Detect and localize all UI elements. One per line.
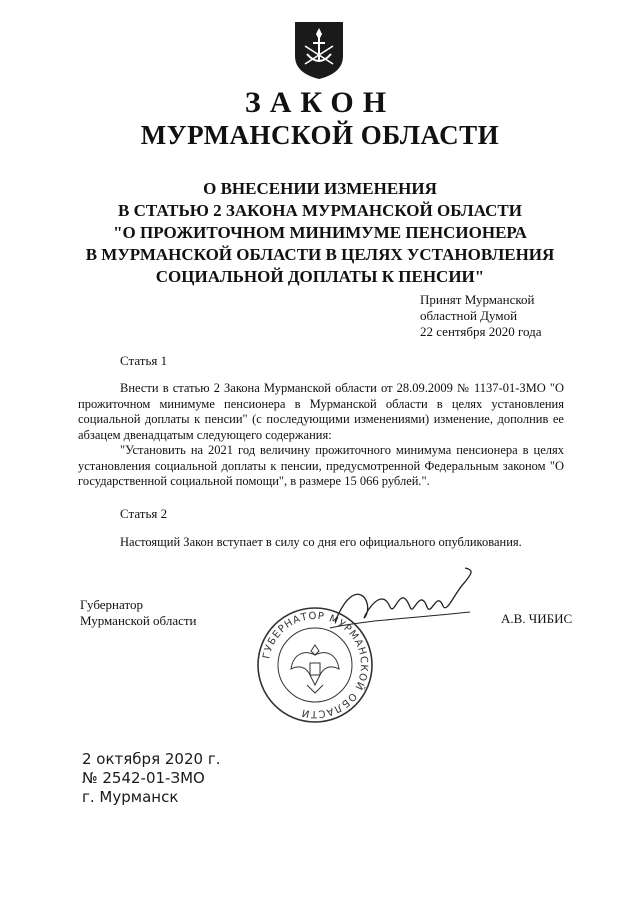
- governor-title: [80, 597, 197, 629]
- governor-signature: [325, 562, 475, 642]
- adoption-note: [420, 292, 542, 340]
- law-subject: [60, 178, 580, 288]
- article-2-body: [78, 535, 564, 551]
- governor-title-line: Губернатор: [80, 597, 143, 612]
- article-1-quote: "Установить на 2021 год величину прожиточного минимума пенсионера в целях установления социальной доплаты к пенсии, предусмотренной Федеральным законом "О государственной социальной помощи", в размере 15 066 рублей.".: [78, 443, 564, 488]
- region-title: МУРМАНСКОЙ ОБЛАСТИ: [140, 120, 500, 150]
- coat-of-arms-icon: [293, 20, 345, 80]
- law-number: № 2542-01-ЗМО: [82, 769, 205, 787]
- subject-line: СОЦИАЛЬНОЙ ДОПЛАТЫ К ПЕНСИИ": [155, 267, 485, 286]
- article-1-body: [78, 381, 564, 490]
- subject-line: В МУРМАНСКОЙ ОБЛАСТИ В ЦЕЛЯХ УСТАНОВЛЕНИЯ: [85, 245, 555, 264]
- article-1-heading: Статья 1: [120, 353, 168, 368]
- governor-name: А.В. ЧИБИС: [501, 611, 573, 626]
- adoption-line: 22 сентября 2020 года: [420, 324, 542, 339]
- governor-title-line: Мурманской области: [80, 613, 197, 628]
- article-2-heading: Статья 2: [120, 506, 168, 521]
- signing-place: г. Мурманск: [82, 788, 179, 806]
- law-title: ЗАКОН: [244, 86, 396, 119]
- subject-line: "О ПРОЖИТОЧНОМ МИНИМУМЕ ПЕНСИОНЕРА: [113, 223, 527, 242]
- signing-details: [82, 750, 220, 807]
- signing-date: 2 октября 2020 г.: [82, 750, 221, 768]
- subject-line: О ВНЕСЕНИИ ИЗМЕНЕНИЯ: [203, 179, 437, 198]
- article-2-text: Настоящий Закон вступает в силу со дня его официального опубликования.: [120, 535, 522, 549]
- adoption-line: Принят Мурманской: [420, 292, 535, 307]
- svg-text:ГУБЕРНАТОР МУРМАНСКОЙ ОБЛАСТИ: ГУБЕРНАТОР МУРМАНСКОЙ ОБЛАСТИ: [261, 610, 370, 720]
- eagle-emblem-icon: [291, 645, 339, 693]
- adoption-line: областной Думой: [420, 308, 518, 323]
- subject-line: В СТАТЬЮ 2 ЗАКОНА МУРМАНСКОЙ ОБЛАСТИ: [118, 201, 522, 220]
- article-1-text: Внести в статью 2 Закона Мурманской области от 28.09.2009 № 1137-01-ЗМО "О прожиточном минимуме пенсионера в Мурманской области в целях установления социальной доплаты к пенсии" (с последующими изменениями) изменение, дополнив ее абзацем двенадцатым следующего содержания:: [78, 381, 564, 442]
